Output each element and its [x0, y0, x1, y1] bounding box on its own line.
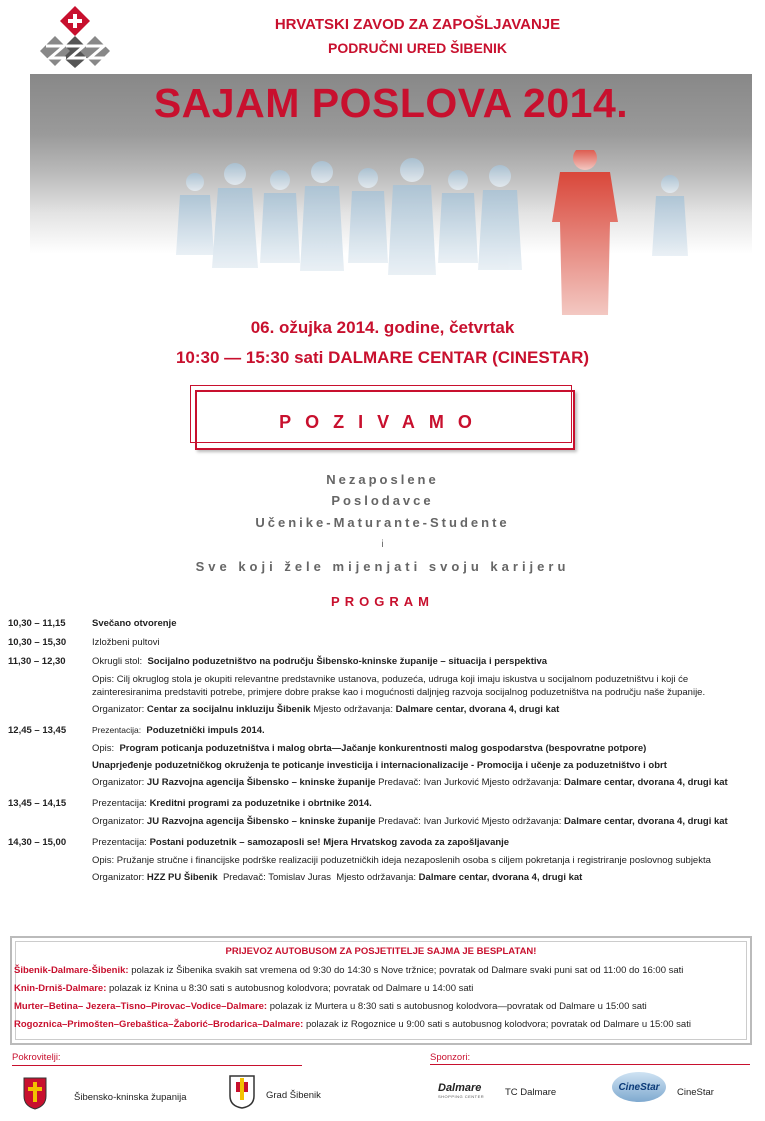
program-title: Postani poduzetnik – samozaposli se! Mjera Hrvatskog zavoda za zapošljavanje — [149, 837, 510, 848]
transport-line: Knin-Drniš-Dalmare: polazak iz Knina u 8:30 sati s autobusnog kolodvora; povratak od Dalmare u 14:00 sati — [14, 983, 474, 994]
sponsors-divider — [430, 1064, 750, 1065]
transport-line: Murter–Betina– Jezera–Tisno–Pirovac–Vodice–Dalmare: polazak iz Murtera u 8:30 sati s autobusnog kolodvora—povratak od Dalmare u 15:00 sati — [14, 1001, 647, 1012]
people-silhouettes-image — [30, 150, 752, 315]
program-organizer-line: Organizator: Centar za socijalnu inkluziju Šibenik Mjesto održavanja: Dalmare centar, dvorana 4, drugi kat — [92, 704, 560, 715]
program-time: 14,30 – 15,00 — [8, 837, 67, 848]
program-description: Opis: Cilj okruglog stola je okupiti relevantne predstavnike ustanova, poduzeća, udruga koji imaju iskustva u socijalnom poduzetništvu i koji će zainteresiranima predstaviti potrebe, primjere dobre prakse kao i mogućnosti daljnjeg razvoja socijalnog poduzetništva na području naše županije. — [92, 674, 706, 698]
program-type: Prezentacija: — [92, 725, 142, 735]
program-type: Okrugli stol: — [92, 656, 143, 667]
patron-county: Šibensko-kninska županija — [74, 1092, 187, 1103]
page-title: SAJAM POSLOVA 2014. — [153, 80, 629, 126]
dalmare-logo: Dalmare SHOPPING CENTER — [438, 1082, 485, 1099]
program-row — [8, 617, 760, 633]
program-title: Kreditni programi za poduzetnike i obrtnike 2014. — [149, 798, 372, 809]
program-time: 10,30 – 15,30 — [8, 637, 67, 648]
program-row — [8, 655, 760, 671]
invite-heading: POZIVAMO — [279, 412, 486, 432]
event-time-place: 10:30 — 15:30 sati DALMARE CENTAR (CINESTAR) — [175, 348, 590, 367]
org-office: PODRUČNI URED ŠIBENIK — [328, 40, 507, 56]
program-time: 10,30 – 11,15 — [8, 618, 66, 629]
city-coat-of-arms-icon — [228, 1074, 256, 1110]
program-title: Svečano otvorenje — [92, 618, 177, 629]
transport-line: Rogoznica–Primošten–Grebaštica–Žaborić–Brodarica–Dalmare: polazak iz Rogoznice u 9:00 sati s autobusnog kolodvora; povratak od Dalmare u 15:00 sati — [14, 1019, 691, 1030]
event-date: 06. ožujka 2014. godine, četvrtak — [250, 318, 515, 337]
sponsors-label: Sponzori: — [430, 1052, 471, 1063]
patron-city: Grad Šibenik — [266, 1090, 321, 1101]
program-organizer-line: Organizator: JU Razvojna agencija Šibensko – kninske županije Predavač: Ivan Jurković Mjesto održavanja: Dalmare centar, dvorana 4, drugi kat — [92, 777, 728, 788]
program-heading: PROGRAM — [331, 594, 434, 609]
program-title: Socijalno poduzetništvo na području Šibensko-kninske županije – situacija i perspektiva — [147, 656, 548, 667]
program-list — [8, 617, 760, 888]
invite-line-unemployed: Nezaposlene — [326, 472, 439, 487]
sponsor-dalmare: TC Dalmare — [505, 1087, 557, 1098]
transport-line: Šibenik-Dalmare-Šibenik: polazak iz Šibenika svakih sat vremena od 9:30 do 14:30 s Nove tržnice; povratak od Dalmare svaki puni sat od 11:00 do 16:00 sati — [14, 965, 684, 976]
patrons-divider — [12, 1065, 302, 1066]
county-coat-of-arms-icon — [22, 1076, 48, 1110]
program-type: Prezentacija: — [92, 837, 147, 848]
hzz-logo — [30, 4, 120, 70]
program-description: Opis: Pružanje stručne i financijske podrške realizaciji poduzetničkih ideja nezaposlenih osoba s ciljem pokretanja i registriranje poslovnog subjekta — [92, 855, 711, 866]
program-time: 11,30 – 12,30 — [8, 656, 66, 667]
program-time: 12,45 – 13,45 — [8, 725, 67, 736]
patrons-label: Pokrovitelji: — [12, 1052, 61, 1063]
program-organizer-line: Organizator: JU Razvojna agencija Šibensko – kninske županije Predavač: Ivan Jurković Mjesto održavanja: Dalmare centar, dvorana 4, drugi kat — [92, 816, 728, 827]
invite-line-career: Sve koji žele mijenjati svoju karijeru — [195, 559, 570, 574]
program-row — [8, 724, 760, 740]
transport-heading: PRIJEVOZ AUTOBUSOM ZA POSJETITELJE SAJMA JE BESPLATAN! — [225, 946, 537, 957]
sponsor-cinestar: CineStar — [677, 1087, 714, 1098]
program-description: Opis: Program poticanja poduzetništva i malog obrta—Jačanje konkurentnosti malog gospodarstva (bespovratne potpore) — [92, 743, 647, 754]
transport-lines — [14, 964, 749, 1036]
org-name: HRVATSKI ZAVOD ZA ZAPOŠLJAVANJE — [274, 16, 561, 33]
program-organizer-line: Organizator: HZZ PU Šibenik Predavač: Tomislav Juras Mjesto održavanja: Dalmare centar, dvorana 4, drugi kat — [92, 872, 583, 883]
program-type: Prezentacija: — [92, 798, 147, 809]
cinestar-logo: CineStar — [612, 1072, 666, 1102]
program-row — [8, 836, 760, 852]
program-description-2: Unaprjeđenje poduzetničkog okruženja te poticanje investicija i internacionalizacije - Promocija i učenje za poduzetništvo i obrt — [92, 760, 667, 771]
program-row — [8, 636, 760, 652]
program-row — [8, 797, 760, 813]
invite-line-and: i — [381, 539, 384, 550]
program-title: Poduzetnički impuls 2014. — [146, 725, 265, 736]
program-title: Izložbeni pultovi — [92, 637, 160, 648]
invite-line-students: Učenike-Maturante-Studente — [255, 515, 510, 530]
invite-line-employers: Poslodavce — [331, 493, 434, 508]
program-time: 13,45 – 14,15 — [8, 798, 67, 809]
